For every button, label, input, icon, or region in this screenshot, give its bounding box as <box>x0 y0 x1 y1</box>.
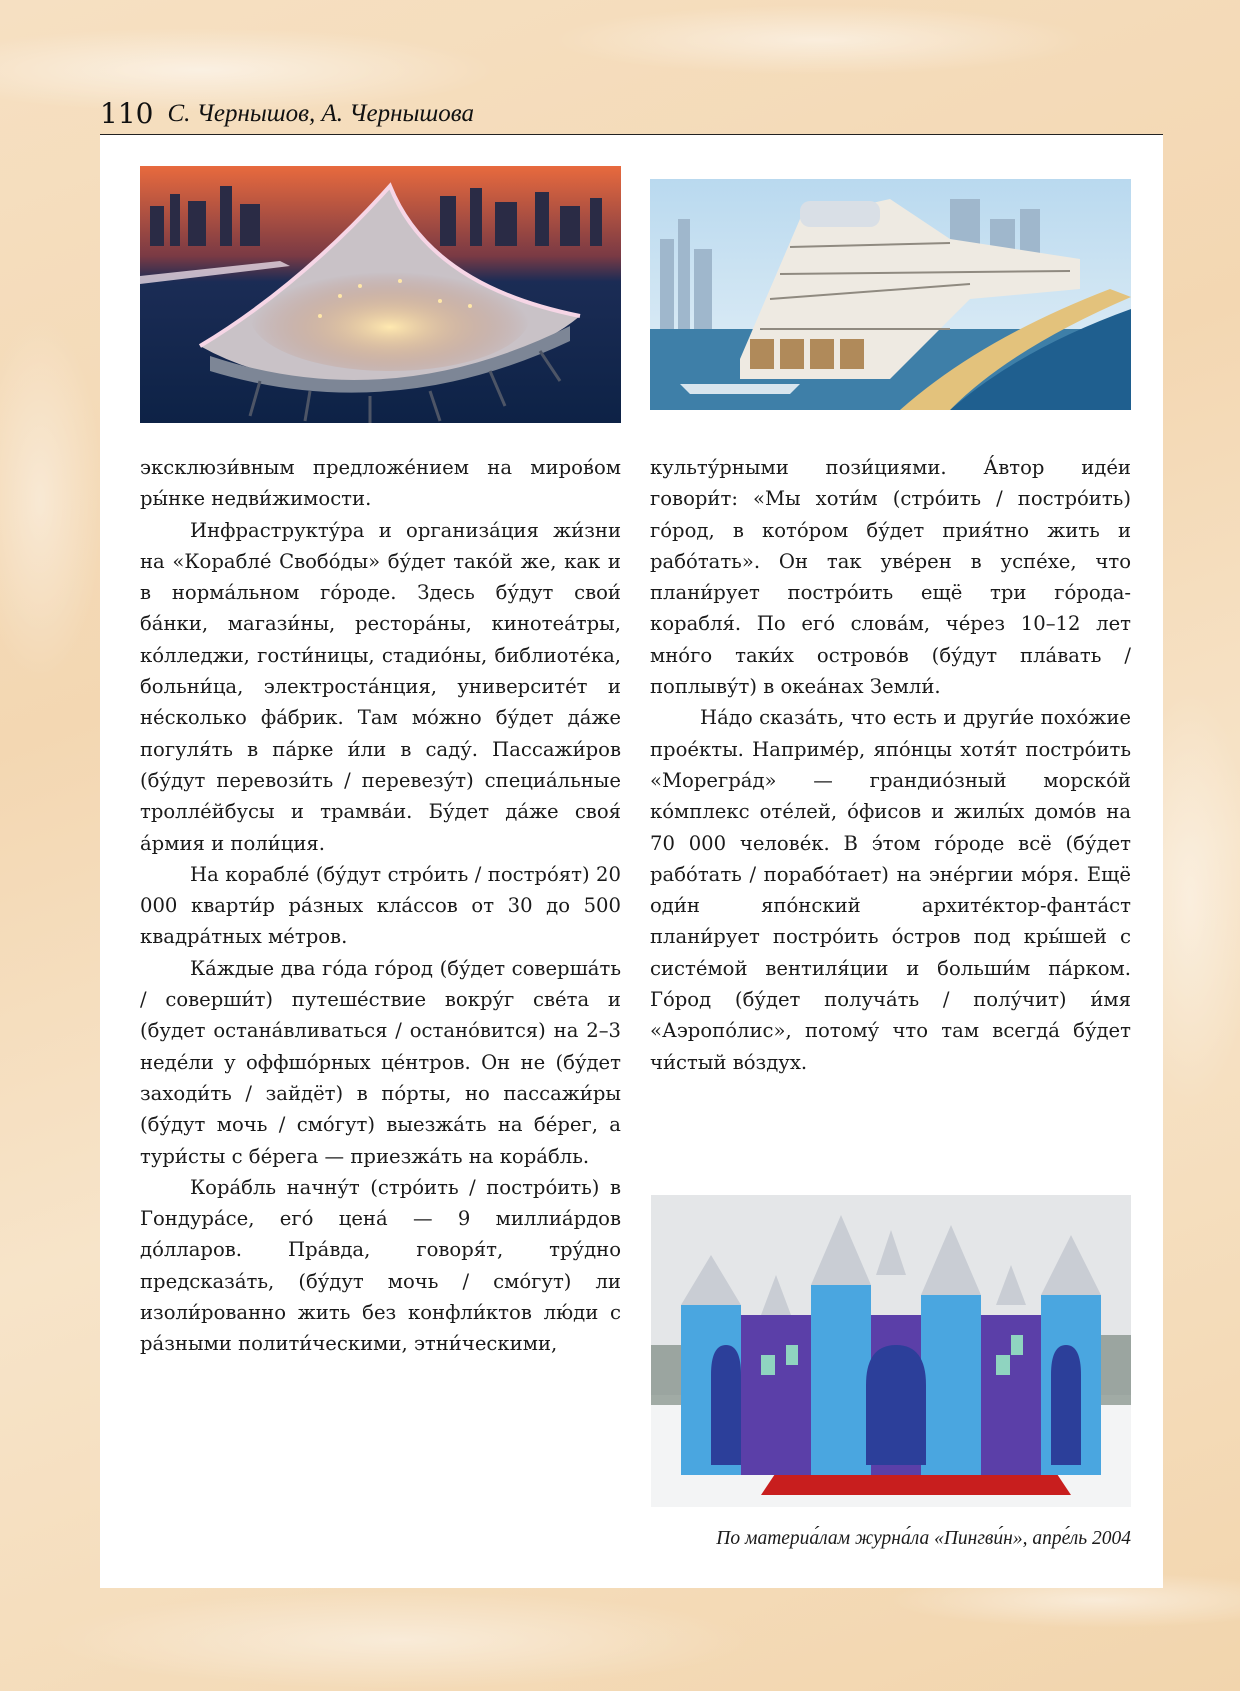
paragraph: На корабле́ (бу́дут стро́ить / постро́ят) 20 000 кварти́р ра́зных кла́ссов от 30 до 500 квадра́тных ме́тров. <box>140 862 621 949</box>
page-number: 110 <box>100 97 154 130</box>
ship-city-cross-section-illustration <box>650 179 1131 410</box>
page-sheet <box>100 135 1163 1588</box>
paragraph: Инфраструкту́ра и организа́ция жи́зни на «Корабле́ Свобо́ды» бу́дет тако́й же, как и в норма́льном го́роде. Здесь бу́дут свои́ ба́нки, магази́ны, рестора́ны, кинотеа́тры, ко́лледжи, гости́ницы, стадио́ны, библиоте́ка, больни́ца, электроста́нция, университе́т и не́сколько фа́брик. Там мо́жно бу́дет да́же погуля́ть в па́рке и́ли в саду́. Пассажи́ров (бу́дут перевози́ть / перевезу́т) специа́льные тролле́йбусы и трамва́и. Бу́дет да́же своя́ а́рмия и поли́ция. <box>140 518 621 855</box>
paragraph: культу́рными пози́циями. А́втор иде́и говори́т: «Мы хоти́м (стро́ить / постро́ить) го́род, в кото́ром бу́дет прия́тно жить и рабо́тать». Он так уве́рен в успе́хе, что плани́рует постро́ить ещё три го́рода-корабля́. По его́ слова́м, че́рез 10–12 лет мно́го таки́х острово́в (бу́дут пла́вать / поплыву́т) в океа́нах Земли́. <box>650 456 1131 699</box>
source-citation: По материа́лам журна́ла «Пингви́н», апре́ль 2004 <box>716 1528 1131 1549</box>
page-header <box>100 94 1163 135</box>
text-column-right <box>650 452 1131 1078</box>
paragraph: Ка́ждые два го́да го́род (бу́дет соверша́ть / соверши́т) путеше́ствие вокру́г све́та и (будет остана́вливаться / остано́вится) на 2–3 неде́ли у оффшо́рных це́нтров. Он не (бу́дет заходи́ть / зайдёт) в по́рты, но пассажи́ры (бу́дут мочь / смо́гут) выезжа́ть на бе́рег, а тури́сты с бе́рега — приезжа́ть на кора́бль. <box>140 956 621 1168</box>
inflatable-castle-photo <box>651 1195 1131 1507</box>
paragraph: эксклюзи́вным предложе́нием на миров́ом ры́нке недви́жимости. <box>140 456 621 511</box>
text-column-left <box>140 452 621 1360</box>
paragraph: На́до сказа́ть, что есть и други́е похо́жие прое́кты. Наприме́р, япо́нцы хотя́т постро́ить «Морегра́д» — грандио́зный морско́й ко́мплекс оте́лей, о́фисов и жилы́х домо́в на 70 000 челове́к. В э́том го́роде всё (бу́дет рабо́тать / порабо́тает) на эне́ргии мо́ря. Ещё оди́н япо́нский архите́ктор-фанта́ст плани́рует постро́ить о́стров под кры́шей с систе́мой вентиля́ции и больши́м па́рком. Го́род (бу́дет получа́ть / полу́чит) и́мя «Аэропо́лис», потому́ что там всегда́ бу́дет чи́стый во́здух. <box>650 706 1131 1074</box>
floating-city-night-illustration <box>140 166 621 423</box>
running-head-authors: С. Чернышов, А. Чернышова <box>167 100 474 127</box>
paragraph: Кора́бль начну́т (стро́ить / постро́ить) в Гондура́се, его́ цена́ — 9 миллиа́рдов до́лларов. Пра́вда, говоря́т, тру́дно предсказа́ть, (бу́дут мочь / смо́гут) ли изоли́рованно жить без конфли́ктов лю́ди с ра́зными полити́ческими, этни́ческими, <box>140 1175 621 1356</box>
